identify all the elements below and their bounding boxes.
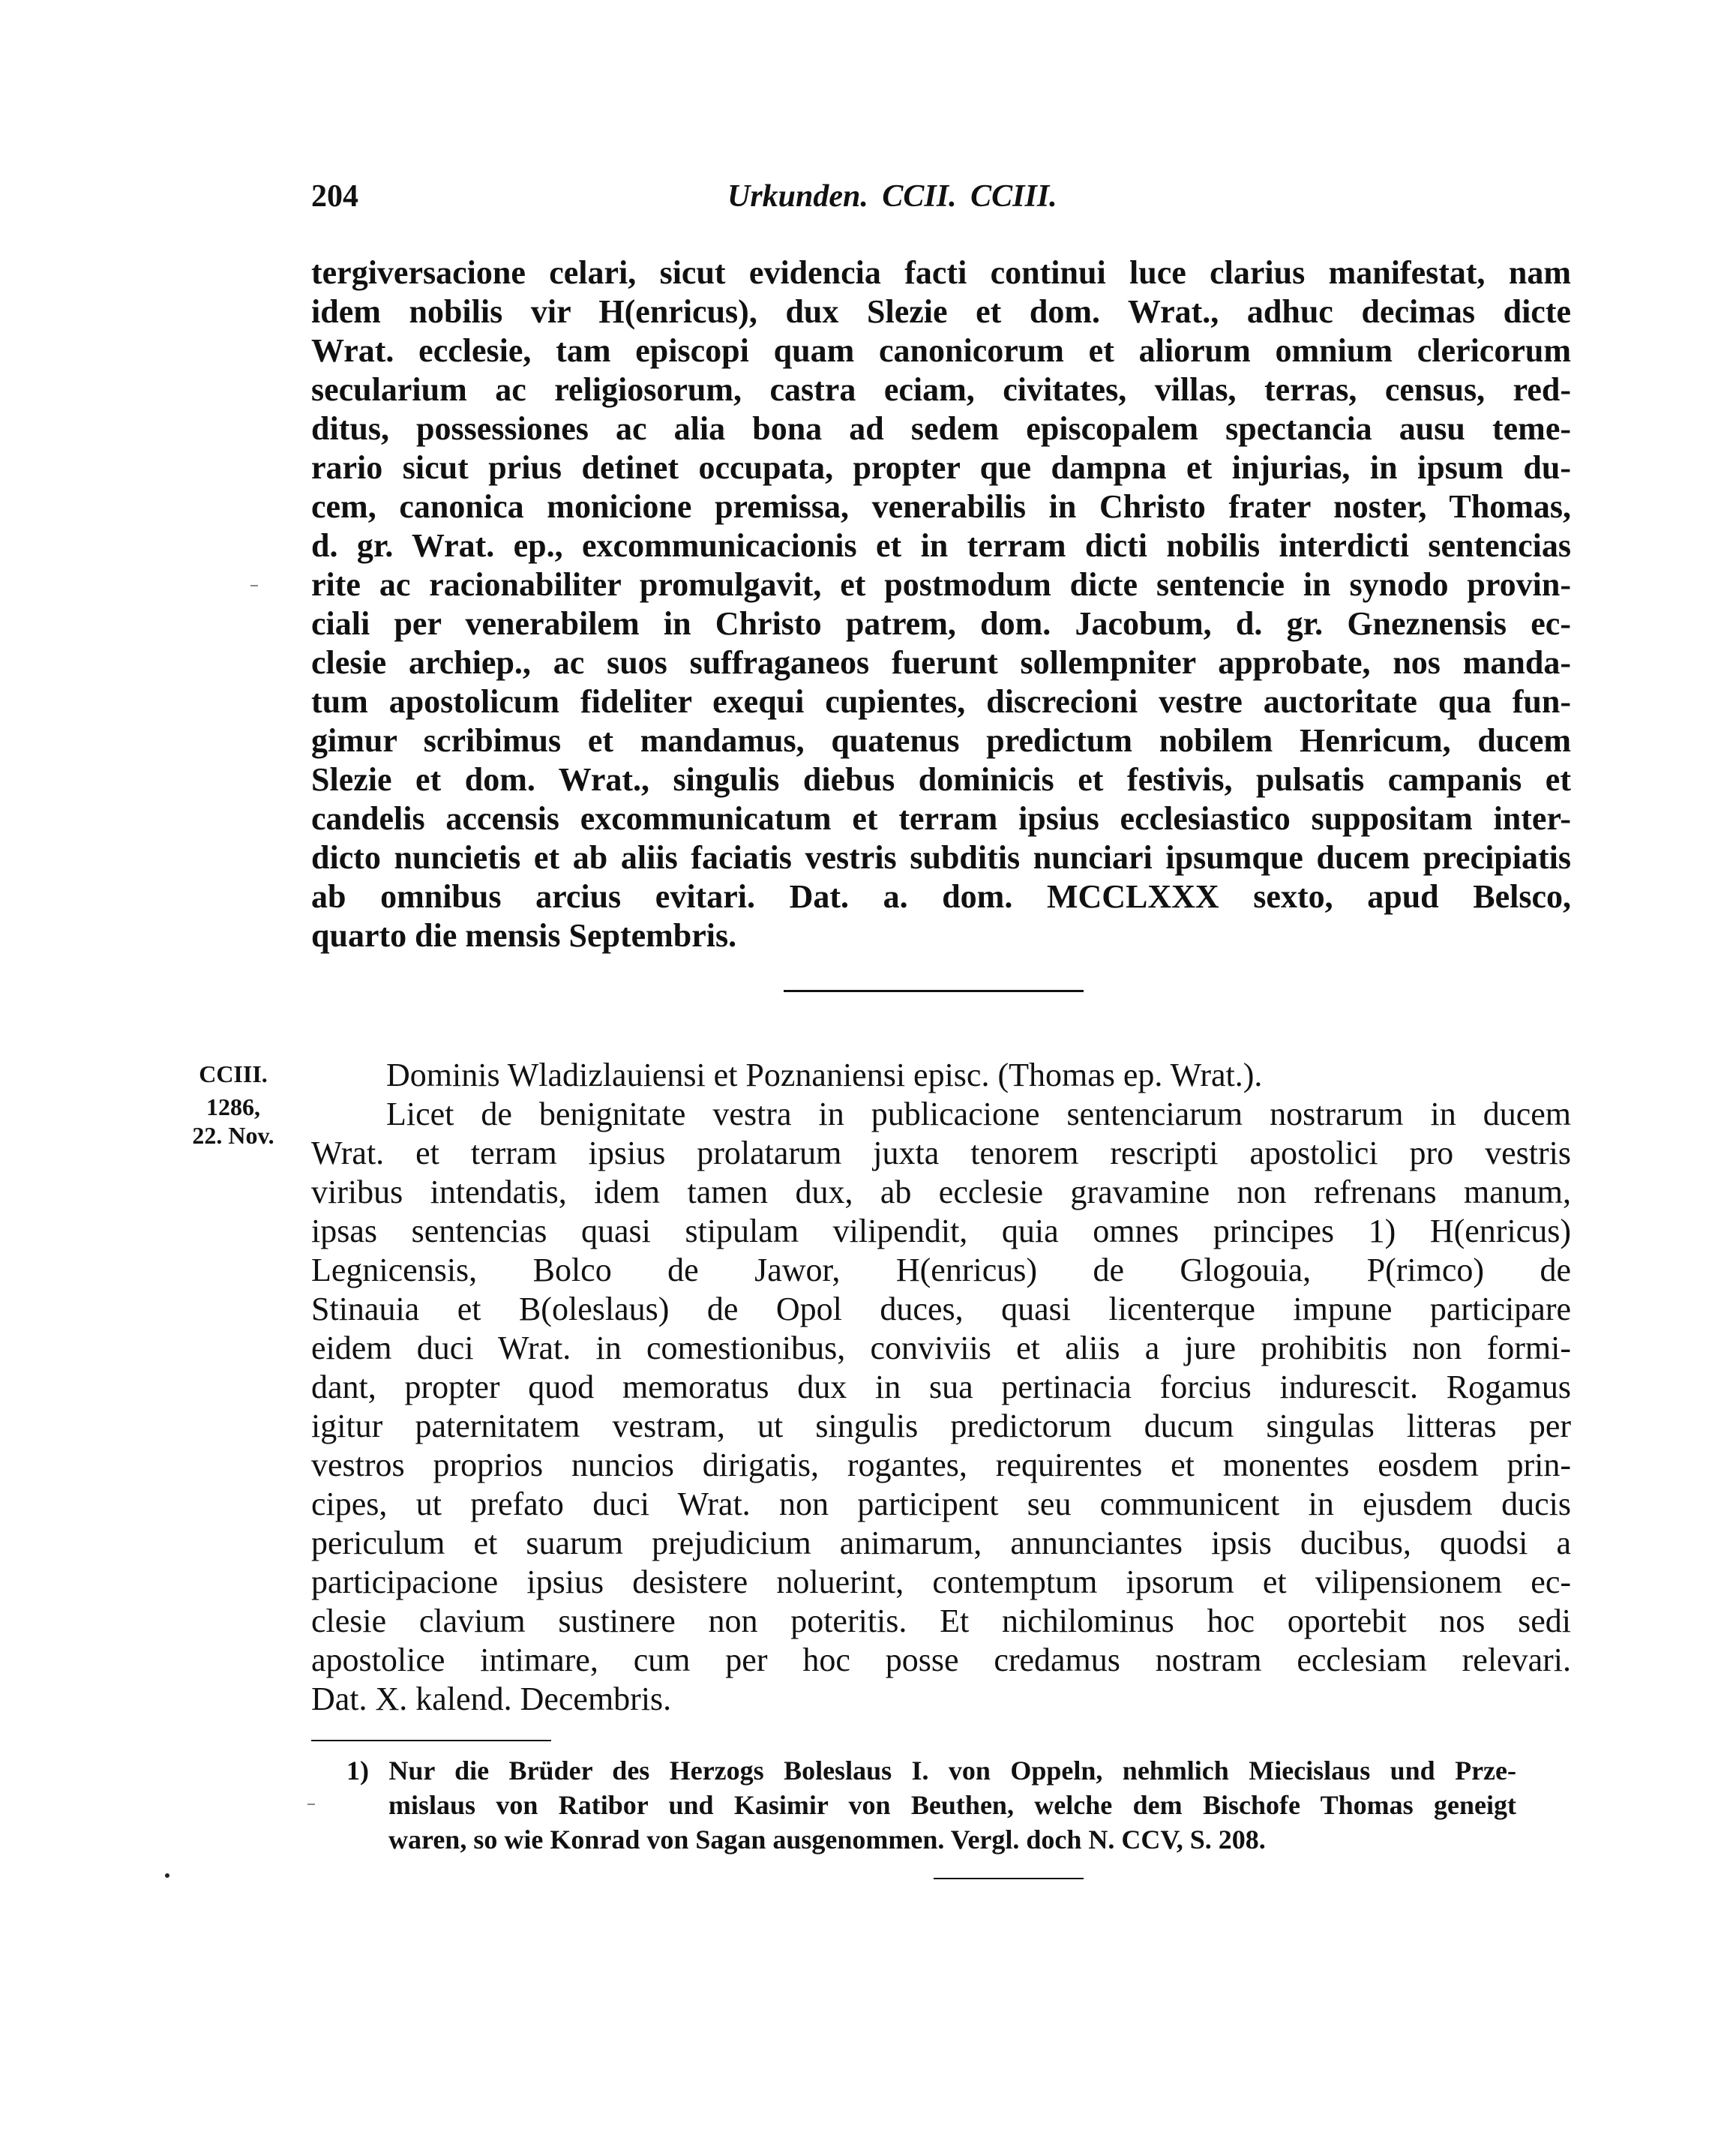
scan-speck [165, 1873, 169, 1878]
text-line: clesie archiep., ac suos suffraganeos fuerunt sollempniter approbate, nos manda- [311, 644, 1571, 681]
text-line: idem nobilis vir H(enricus), dux Slezie et dom. Wrat., adhuc decimas dicte [311, 293, 1571, 330]
text-line: vestros proprios nuncios dirigatis, rogantes, requirentes et monentes eosdem prin- [311, 1447, 1571, 1483]
scan-mark [307, 1804, 315, 1805]
footnote-line: 1) Nur die Brüder des Herzogs Boleslaus I. von Oppeln, nehmlich Miecislaus und Prze- [346, 1756, 1516, 1786]
document-heading: Dominis Wladizlauiensi et Poznaniensi episc. (Thomas ep. Wrat.). [386, 1057, 1263, 1093]
document-date: 22. Nov. [192, 1122, 274, 1149]
text-line: dant, propter quod memoratus dux in sua pertinacia forcius indurescit. Rogamus [311, 1369, 1571, 1405]
text-line: participacione ipsius desistere noluerint, contemptum ipsorum et vilipensionem ec- [311, 1564, 1571, 1600]
text-line: Wrat. et terram ipsius prolatarum juxta tenorem rescripti apostolici pro vestris [311, 1135, 1571, 1171]
footnote-rule [311, 1740, 551, 1741]
text-line: gimur scribimus et mandamus, quatenus predictum nobilem Henricum, ducem [311, 722, 1571, 759]
text-line: Licet de benignitate vestra in publicacione sentenciarum nostrarum in ducem [386, 1096, 1571, 1132]
text-line: ab omnibus arcius evitari. Dat. a. dom. MCCLXXX sexto, apud Belsco, [311, 878, 1571, 915]
scan-mark [250, 585, 258, 586]
text-line: tergiversacione celari, sicut evidencia facti continui luce clarius manifestat, nam [311, 254, 1571, 291]
footnote-line: waren, so wie Konrad von Sagan ausgenommen. Vergl. doch N. CCV, S. 208. [388, 1825, 1266, 1855]
text-line: secularium ac religiosorum, castra eciam, civitates, villas, terras, census, red- [311, 371, 1571, 408]
text-line: ipsas sentencias quasi stipulam vilipendit, quia omnes principes 1) H(enricus) [311, 1213, 1571, 1249]
document-year: 1286, [206, 1093, 260, 1120]
text-line: apostolice intimare, cum per hoc posse credamus nostram ecclesiam relevari. [311, 1642, 1571, 1678]
section-divider [784, 990, 1084, 992]
text-line: rite ac racionabiliter promulgavit, et postmodum dicte sentencie in synodo provin- [311, 566, 1571, 603]
text-line: Legnicensis, Bolco de Jawor, H(enricus) de Glogouia, P(rimco) de [311, 1252, 1571, 1288]
text-line: Dat. X. kalend. Decembris. [311, 1681, 672, 1717]
text-line: igitur paternitatem vestram, ut singulis predictorum ducum singulas litteras per [311, 1408, 1571, 1444]
running-header [311, 178, 1571, 223]
page-number: 204 [311, 179, 358, 214]
text-line: candelis accensis excommunicatum et terram ipsius ecclesiastico suppositam inter- [311, 800, 1571, 837]
text-line: periculum et suarum prejudicium animarum, annunciantes ipsis ducibus, quodsi a [311, 1525, 1571, 1561]
text-line: rario sicut prius detinet occupata, propter que dampna et injurias, in ipsum du- [311, 449, 1571, 486]
text-line: quarto die mensis Septembris. [311, 917, 737, 954]
text-line: d. gr. Wrat. ep., excommunicacionis et in terram dicti nobilis interdicti sentencias [311, 527, 1571, 564]
text-line: tum apostolicum fideliter exequi cupientes, discrecioni vestre auctoritate qua fun- [311, 683, 1571, 720]
text-line: viribus intendatis, idem tamen dux, ab ecclesie gravamine non refrenans manum, [311, 1174, 1571, 1210]
text-line: Slezie et dom. Wrat., singulis diebus dominicis et festivis, pulsatis campanis et [311, 761, 1571, 798]
footnote-line: mislaus von Ratibor und Kasimir von Beuthen, welche dem Bischofe Thomas geneigt [388, 1790, 1516, 1820]
running-title: Urkunden. CCII. CCIII. [727, 179, 1057, 214]
text-line: cem, canonica monicione premissa, venerabilis in Christo frater noster, Thomas, [311, 488, 1571, 525]
text-line: dicto nuncietis et ab aliis faciatis vestris subditis nunciari ipsumque ducem precipiatis [311, 839, 1571, 876]
text-line: ciali per venerabilem in Christo patrem, dom. Jacobum, d. gr. Gneznensis ec- [311, 605, 1571, 642]
end-rule [934, 1878, 1084, 1879]
text-line: cipes, ut prefato duci Wrat. non participent seu communicent in ejusdem ducis [311, 1486, 1571, 1522]
text-line: Stinauia et B(oleslaus) de Opol duces, quasi licenterque impune participare [311, 1291, 1571, 1327]
text-line: clesie clavium sustinere non poteritis. Et nichilominus hoc oportebit nos sedi [311, 1603, 1571, 1639]
document-number: CCIII. [199, 1060, 268, 1087]
text-line: Wrat. ecclesie, tam episcopi quam canonicorum et aliorum omnium clericorum [311, 332, 1571, 369]
text-line: eidem duci Wrat. in comestionibus, conviviis et aliis a jure prohibitis non formi- [311, 1330, 1571, 1366]
text-line: ditus, possessiones ac alia bona ad sedem episcopalem spectancia ausu teme- [311, 410, 1571, 447]
